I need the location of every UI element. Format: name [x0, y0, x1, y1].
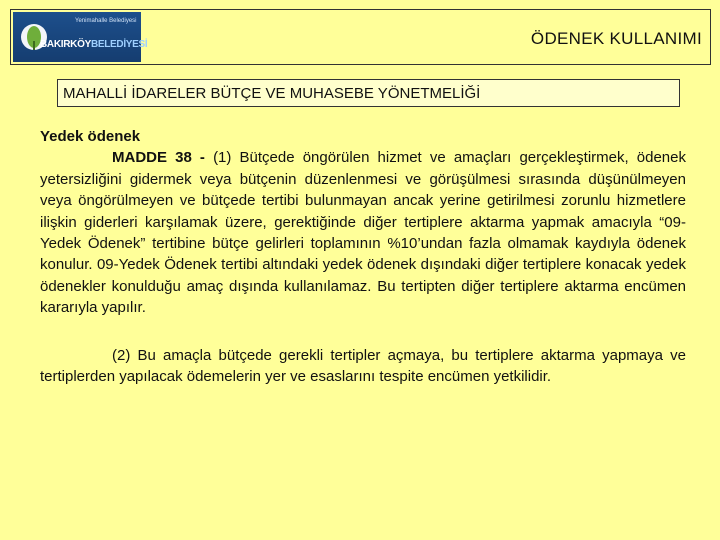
logo-name-accent: BELEDİYESİ — [90, 39, 148, 50]
subtitle-box — [57, 79, 680, 107]
article-paragraph-2 — [40, 345, 686, 388]
logo-top-text: Yenimahalle Belediyesi — [75, 18, 137, 24]
document-body — [40, 126, 686, 387]
header-box — [10, 9, 711, 65]
paragraph-gap — [40, 319, 686, 345]
tree-emblem-icon — [19, 18, 49, 56]
paragraph-1-text: (1) Bütçede öngörülen hizmet ve amaçları gerçekleştirmek, ödenek yetersizliğini gidermek veya bütçenin düzenlenmesi ve görüşülmesi sırasında düşünülmeyen veya öngörülmeyen ve bütçede tertibi bulunmayan ancak yerine getirilmesi zorunlu hizmetlere ilişkin giderleri karşılamak üzere, gerektiğinde diğer tertiplere aktarma yapmak amacıyla “09-Yedek Ödenek” tertibine bütçe gelirleri toplamının %10’undan fazla olmamak kaydıyla ödenek konulur. 09-Yedek Ödenek tertibi altındaki yedek ödenek dışındaki diğer tertiplere konacak yedek ödenekler konulduğu amaç dışında kullanılamaz. Bu tertipten diğer tertiplere aktarma encümen kararıyla yapılır. — [40, 149, 686, 317]
regulation-title: MAHALLİ İDARELER BÜTÇE VE MUHASEBE YÖNETMELİĞİ — [63, 85, 481, 102]
logo-name-main: BAKIRKÖY — [40, 39, 91, 50]
article-paragraph-1 — [40, 147, 686, 318]
article-number: MADDE 38 - — [112, 149, 214, 167]
section-heading: Yedek ödenek — [40, 128, 141, 145]
municipality-logo — [13, 12, 148, 62]
paragraph-2-text: (2) Bu amaçla bütçede gerekli tertipler açmaya, bu tertiplere aktarma yapmaya ve tertiplerden yapılacak ödemelerin yer ve esaslarını tespite encümen yetkilidir. — [40, 346, 686, 386]
logo-name — [40, 39, 147, 50]
page-title: ÖDENEK KULLANIMI — [530, 29, 702, 48]
